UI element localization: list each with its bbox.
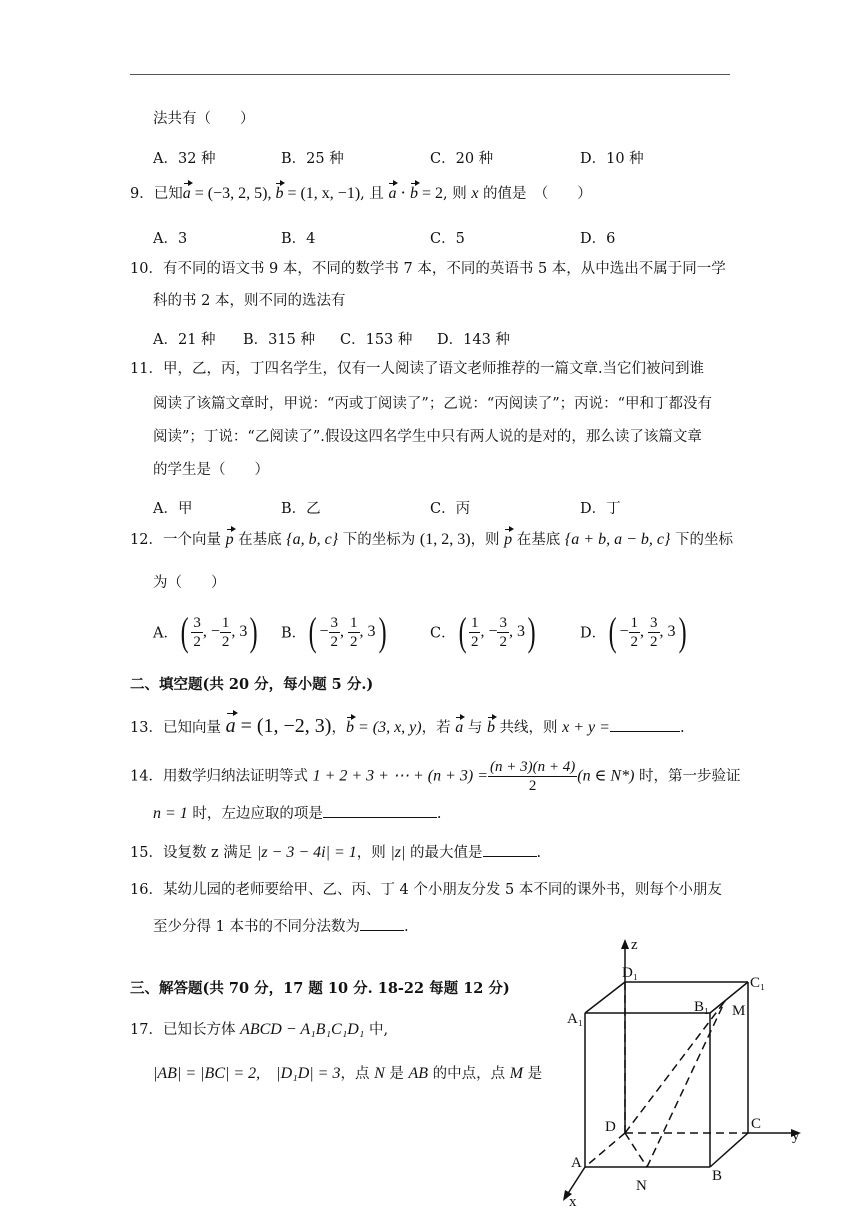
label-m: M [732,1003,746,1019]
q10-line2: 科的书 2 本，则不同的选法有 [153,293,346,309]
q14-number: 14． [130,768,163,785]
q9-option-b: B．4 [281,231,316,247]
q13-a-value: = (1, −2, 3) [235,715,332,737]
q11-line2: 阅读了该篇文章时，甲说：“丙或丁阅读了”；乙说：“丙阅读了”；丙说：“甲和丁都没有 [153,396,713,412]
q12-option-c-d2: 2 [499,633,507,650]
q12-option-b-tail: , 3 [359,623,376,640]
q9-mid: , 且 [360,186,389,202]
q12-option-c-n1: 1 [470,614,479,631]
q13-vector-b: b [345,719,354,736]
header-rule [130,74,730,75]
q11-option-c: C．丙 [430,501,471,517]
q16-line2 [153,916,409,935]
q16-end: . [403,919,409,935]
q12-option-b-d2: 2 [350,633,358,650]
question-16 [130,883,722,898]
q13-b-value: = (3, x, y) [353,719,422,736]
q14-answer-blank[interactable] [323,803,437,818]
q13-number: 13． [130,720,163,736]
q9-number: 9． [130,186,154,202]
q13-end: . [679,720,685,736]
q17-number: 17． [130,1022,163,1038]
q9-b-value: = (1, x, −1) [283,185,361,202]
q12-option-d: D．( − $\frac{1}{2}$ , $\frac{3}{2}$ , 3) [580,609,687,654]
q12-basis2: {a + b, a − b, c} [564,531,671,548]
q15-number: 15． [130,845,163,861]
q12-option-d-label: D． [580,625,607,642]
q11-number: 11． [130,361,163,377]
q16-answer-blank[interactable] [360,916,404,931]
q12-option-c-label: C． [430,625,456,642]
q13-vector-a: a [225,715,236,737]
q17-line2-d: 是 [523,1066,543,1082]
question-10 [130,262,726,277]
label-b: B [712,1168,723,1184]
q11-line1: 甲，乙，丙，丁四名学生，仅有一人阅读了语文老师推荐的一篇文章.当它们被问到谁 [162,361,705,377]
q11-option-a: A．甲 [153,501,193,517]
q10-line1: 有不同的语文书 9 本，不同的数学书 7 本，不同的英语书 5 本，从中选出不属于同一学 [162,261,726,277]
q13-post: 共线，则 [494,720,563,736]
q10-option-c: C．153 种 [340,332,413,348]
q12-option-a-d1: 2 [193,633,201,650]
q10-option-d: D．143 种 [437,332,510,348]
q9-option-c: C．5 [430,231,465,247]
q12-option-d-tail: , 3 [659,623,676,640]
question-9 [130,186,592,202]
q12-option-b-n1: 3 [330,614,339,631]
q17-line2 [153,1066,542,1082]
q17-pre: 已知长方体 [162,1022,241,1038]
label-c1: C₁ [750,975,766,991]
q12-option-d-n1: 1 [630,614,638,631]
q12-p6: 下的坐标 [670,532,733,548]
label-z: z [631,937,638,953]
q12-p5: 在基底 [512,532,565,548]
q8-option-a: A．32 种 [153,151,216,167]
q13-with: 与 [463,720,487,736]
q12-option-c-n2: 3 [499,614,507,631]
q10-option-b: B．315 种 [243,332,315,348]
q12-option-d-d2: 2 [650,633,658,650]
q16-line2-text: 至少分得 1 本书的不同分法数为 [153,919,360,935]
q15-post: 的最大值是 [405,845,483,861]
q17-point-m: M [509,1065,524,1082]
q12-option-a-label: A． [153,625,178,642]
q12-p4: ，则 [470,532,505,548]
q10-number: 10． [130,261,163,277]
q17-lengths: |AB| = |BC| = 2, |D₁D| = 3 [153,1065,341,1082]
q9-dot-a: a [388,185,397,202]
q8-option-b: B．25 种 [281,151,344,167]
q16-number: 16． [130,882,163,898]
q14-pre: 用数学归纳法证明等式 [162,768,313,785]
q14-line2-text: 时，左边应取的项是 [187,806,323,822]
q13-answer-blank[interactable] [610,717,680,732]
q12-option-a: A．( $\frac{3}{2}$ , − $\frac{1}{2}$ , 3) [153,609,259,654]
q12-option-a-tail: , 3 [231,623,248,640]
label-y: y [792,1128,800,1144]
label-a1: A₁ [567,1011,584,1027]
label-b1: B₁ [694,999,710,1015]
q14-n-equals-1: n = 1 [153,805,188,822]
q12-p3: 下的坐标为 [338,532,420,548]
q12-coord: (1, 2, 3) [419,531,471,548]
q12-vector-p-2: p [504,531,513,548]
label-n: N [636,1178,647,1194]
q14-end: . [436,806,442,822]
q17-line2-a: ，点 [340,1066,375,1082]
q12-vector-p: p [225,531,234,548]
question-12 [130,532,733,548]
q12-option-d-sep: , [640,623,648,640]
q12-option-d-lead: − [619,623,629,640]
q13-vector-b-2: b [486,719,495,736]
q9-dot-b: b [409,185,418,202]
q14-denominator: 2 [528,778,537,794]
q14-line2 [153,803,442,822]
q16-line1: 某幼儿园的老师要给甲、乙、丙、丁 4 个小朋友分发 5 本不同的课外书，则每个小朋友 [162,882,722,898]
q15-mid: ，则 [356,845,391,861]
q10-option-a: A．21 种 [153,332,216,348]
q9-vector-b: b [275,185,284,202]
q12-option-b-sep: , [340,623,349,640]
q11-line4: 的学生是（ ） [153,462,269,478]
q8-option-d: D．10 种 [580,151,644,167]
q15-answer-blank[interactable] [483,842,537,857]
q9-a-value: = (−3, 2, 5), [190,185,276,202]
cuboid-figure [555,935,815,1210]
q17-post: 中, [364,1022,389,1038]
q14-lhs: 1 + 2 + 3 + ⋯ + (n + 3) = [312,767,488,785]
q14-numerator: (n + 3)(n + 4) [490,759,576,775]
q9-post: , 则 [442,186,472,202]
question-11 [130,362,704,377]
q15-end: . [536,845,542,861]
q9-x: x [471,185,479,202]
q12-p2: 在基底 [233,532,287,548]
section-2-heading: 二、填空题(共 20 分，每小题 5 分.) [130,676,374,693]
q14-condition: (n ∈ N*) [577,767,635,785]
q12-option-c-d1: 2 [470,633,479,650]
q11-option-b: B．乙 [281,501,321,517]
question-14 [130,758,741,795]
q17-line2-c: 的中点，点 [428,1066,510,1082]
label-a: A [571,1155,582,1171]
label-c: C [751,1116,762,1132]
q9-tail: 的值是 （ ） [478,186,592,202]
q12-option-a-sep: , − [202,623,220,640]
q17-line2-b: 是 [384,1066,409,1082]
q13-sep: ， [331,720,346,736]
q9-option-a: A．3 [153,231,188,247]
q9-dot: ⋅ [396,185,410,202]
x-axis-solid [567,1167,585,1195]
z-axis-arrow-icon [621,939,629,949]
q13-pre: 已知向量 [162,720,226,736]
q12-option-b-label: B． [281,625,307,642]
q17-segment-ab: AB [408,1065,428,1082]
q9-pre: 已知 [153,186,183,202]
question-17 [130,1022,388,1038]
q17-point-n: N [374,1065,385,1082]
q12-line2: 为（ ） [153,575,226,591]
q8-continuation: 法共有（ ） [153,111,255,127]
question-15 [130,842,541,861]
q8-option-c: C．20 种 [430,151,494,167]
label-d: D [605,1119,616,1135]
edge-a1d1 [585,982,625,1013]
q9-option-d: D．6 [580,231,616,247]
q12-number: 12． [130,532,163,548]
q9-vector-a: a [182,185,191,202]
segment-dn [625,1133,647,1167]
segment-nm [647,1001,725,1167]
q15-expr: |z − 3 − 4i| = 1 [256,844,357,861]
q12-option-d-d1: 2 [630,633,638,650]
q13-expr: x + y = [562,719,610,736]
question-13 [130,716,685,736]
q12-option-b-d1: 2 [330,633,339,650]
q12-option-b-n2: 1 [350,614,358,631]
q9-eq: = 2 [417,185,443,202]
q11-line3: 阅读”；丁说：“乙阅读了”.假设这四名学生中只有两人说的是对的，那么读了该篇文章 [153,429,702,445]
q12-option-b: B．( − $\frac{3}{2}$ , $\frac{1}{2}$ , 3) [281,609,387,654]
label-x: x [569,1194,577,1210]
q12-option-c-tail: , 3 [508,623,525,640]
q15-pre: 设复数 z 满足 [162,845,257,861]
label-d1: D₁ [622,965,639,981]
q12-option-c-sep: , − [480,623,498,640]
q12-option-a-n2: 1 [221,614,230,631]
q15-abs-z: |z| [390,844,406,861]
q12-option-d-n2: 3 [650,614,658,631]
q12-option-b-lead: − [319,623,329,640]
q12-option-a-d2: 2 [221,633,230,650]
q13-vector-a-2: a [455,719,464,736]
edge-bc [710,1133,748,1167]
q12-basis1: {a, b, c} [286,531,339,548]
q12-option-c: C．( $\frac{1}{2}$ , − $\frac{3}{2}$ , 3) [430,609,536,654]
edge-da [585,1133,625,1167]
q17-solid: ABCD − A₁B₁C₁D₁ [240,1021,365,1038]
q12-p1: 一个向量 [162,532,226,548]
q14-post: 时，第一步验证 [634,768,741,785]
q12-option-a-n1: 3 [193,614,201,631]
q11-option-d: D．丁 [580,501,621,517]
q13-mid: ，若 [421,720,456,736]
section-3-heading: 三、解答题(共 70 分，17 题 10 分. 18-22 每题 12 分) [130,980,510,997]
